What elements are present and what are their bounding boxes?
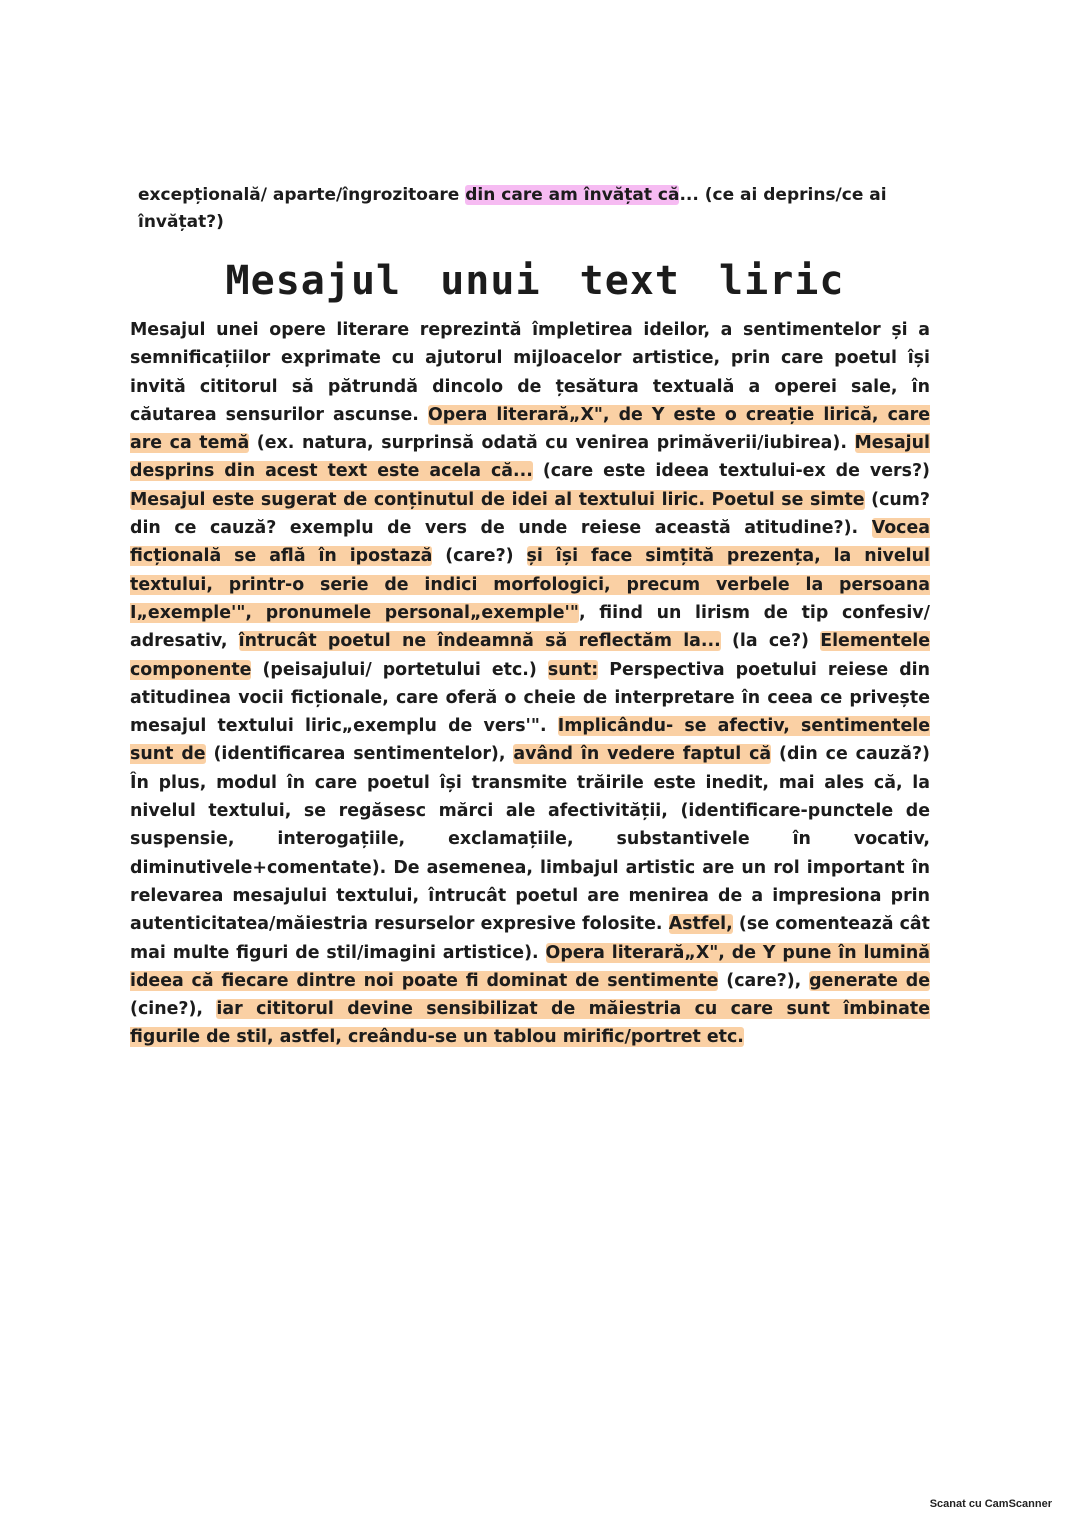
highlighted-text: Implicându- se afectiv, sentimentele sunt de — [130, 716, 931, 765]
highlighted-text: Mesajul este sugerat de conținutul de idei al textului liric. Poetul se simte — [130, 489, 865, 510]
body-text: (ex. natura, surprinsă odată cu venirea primăverii/iubirea). — [249, 433, 855, 454]
highlighted-text: sunt: — [547, 659, 599, 680]
page-title: Mesajul unui text liric — [225, 258, 845, 304]
highlighted-text: Vocea ficțională se află în ipostază — [130, 518, 930, 567]
highlighted-text: având în vedere faptul că — [513, 744, 772, 765]
highlighted-text: și își face simțită prezența, la nivelul textului, printr-o serie de indici morfologici, precum verbele la persoana I„exemple'", pronumele personal„exemple'" — [130, 546, 930, 623]
body-text: (care este ideea textului-ex de vers?) — [532, 461, 930, 482]
intro-text: excepțională/ aparte/îngrozitoare — [138, 185, 466, 205]
highlighted-text: Elementele componente — [130, 631, 930, 680]
body-text: (care?), — [718, 970, 810, 991]
intro-text-end: ... (ce ai deprins/ce ai învățat?) — [138, 185, 887, 232]
body-text: (cum? din ce cauză? exemplu de vers de unde reiese această atitudine?). — [130, 489, 930, 539]
highlighted-text: Opera literară„X", de Y este o creație lirică, care are ca temă — [130, 404, 931, 454]
intro-highlight: din care am învățat că — [465, 185, 680, 205]
body-text: (peisajului/ portetului etc.) — [251, 659, 548, 680]
body-text: (se comentează cât mai multe figuri de stil/imagini artistice). — [130, 914, 930, 963]
highlighted-text: Opera literară„X", de Y pune în lumină ideea că fiecare dintre noi poate fi dominat de sentimente — [130, 942, 931, 991]
highlighted-text: Astfel, — [668, 914, 733, 935]
intro-paragraph — [138, 182, 928, 236]
body-text: (care?) — [432, 546, 527, 567]
highlighted-text: întrucât poetul ne îndeamnă să reflectăm la... — [238, 631, 721, 652]
highlighted-text: Mesajul desprins din acest text este acela că... — [130, 433, 930, 482]
body-text: (din ce cauză?) În plus, modul în care poetul își transmite trăirile este inedit, mai ales că, la nivelul textului, se regăsesc mărci ale afectivității, (identificare-punctele de suspensie, interogațiile, exclamațiile, substantivele în vocativ, diminutivele+comentate). De asemenea, limbajul artistic are un rol important în relevarea mesajului textului, întrucât poetul are menirea de a impresiona prin autenticitatea/măiestria resurselor expresive folosite. — [130, 744, 930, 935]
body-text: (cine?), — [130, 999, 217, 1020]
body-text: , fiind un lirism de tip confesiv/ adresativ, — [130, 602, 930, 652]
body-text: Perspectiva poetului reiese din atitudinea vocii ficționale, care oferă o cheie de interpretare în ceea ce privește mesajul textului liric„exemplu de vers'". — [130, 659, 930, 737]
scanner-watermark: Scanat cu CamScanner — [929, 1498, 1052, 1510]
body-text: (identificarea sentimentelor), — [205, 744, 514, 765]
highlighted-text: iar cititorul devine sensibilizat de măiestria cu care sunt îmbinate figurile de stil, astfel, creându-se un tablou mirific/portret etc. — [130, 999, 930, 1048]
highlighted-text: generate de — [809, 970, 930, 991]
body-text: Mesajul unei opere literare reprezintă împletirea ideilor, a sentimentelor și a semnificațiilor exprimate cu ajutorul mijloacelor artistice, prin care poetul își invită cititorul să pătrundă dincolo de țesătura textuală a operei sale, în căutarea sensurilor ascunse. — [130, 320, 930, 425]
body-paragraph — [130, 316, 930, 1052]
body-text: (la ce?) — [720, 631, 821, 652]
